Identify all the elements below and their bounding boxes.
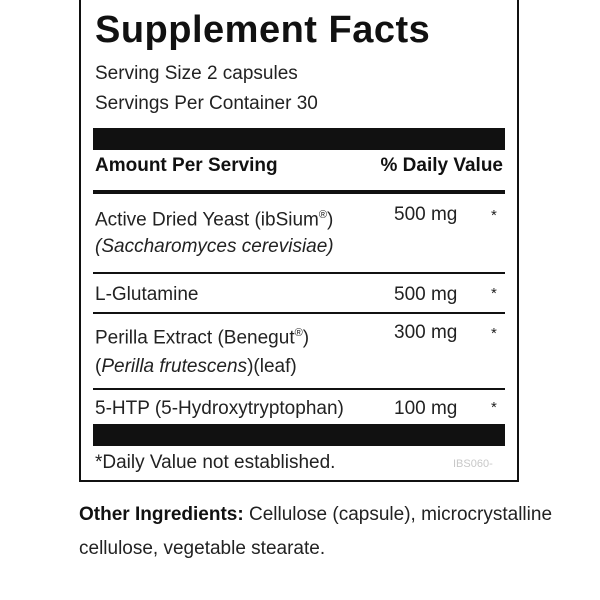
ingredient-name: Perilla Extract (Benegut®) (95, 327, 310, 349)
other-ingredients (79, 498, 559, 566)
header-rule (93, 190, 505, 194)
daily-value-footnote: *Daily Value not established. (95, 452, 336, 473)
ingredient-amount: 100 mg (394, 398, 458, 419)
other-ingredients-text: Cellulose (capsule), microcrystalline cellulose, vegetable stearate. (79, 504, 553, 559)
ingredient-name: L-Glutamine (95, 284, 199, 305)
header-amount-per-serving: Amount Per Serving (95, 155, 278, 176)
header-daily-value: % Daily Value (380, 155, 503, 176)
bottom-thick-bar (93, 424, 505, 446)
ingredient-amount: 500 mg (394, 284, 458, 305)
ingredient-daily-value: * (491, 325, 497, 342)
serving-size: Serving Size 2 capsules (95, 63, 298, 84)
ingredient-name: Active Dried Yeast (ibSium®) (95, 209, 334, 231)
ingredient-name: 5-HTP (5-Hydroxytryptophan) (95, 398, 344, 419)
supplement-facts-panel (79, 0, 519, 482)
ingredient-amount: 500 mg (394, 204, 458, 225)
ingredient-daily-value: * (491, 399, 497, 416)
ingredient-daily-value: * (491, 285, 497, 302)
top-thick-bar (93, 128, 505, 150)
row-divider (93, 312, 505, 314)
row-divider (93, 388, 505, 390)
other-ingredients-label: Other Ingredients: (79, 504, 244, 525)
row-divider (93, 272, 505, 274)
panel-title: Supplement Facts (95, 9, 431, 51)
ingredient-source: (Saccharomyces cerevisiae) (95, 236, 334, 257)
product-code: IBS060- (453, 458, 493, 470)
ingredient-source: (Perilla frutescens)(leaf) (95, 356, 297, 377)
ingredient-daily-value: * (491, 207, 497, 224)
ingredient-amount: 300 mg (394, 322, 458, 343)
servings-per-container: Servings Per Container 30 (95, 93, 318, 114)
